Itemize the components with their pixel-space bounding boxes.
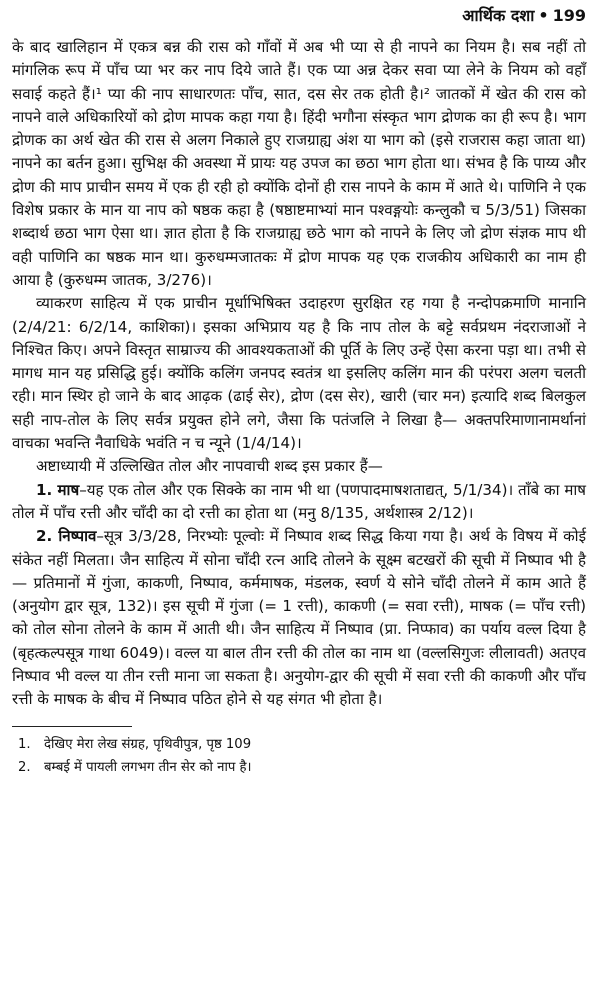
paragraph-text: अष्टाध्यायी में उल्लिखित तोल और नापवाची शब्द इस प्रकार हैं— [36,457,383,476]
paragraph-nishpav [12,525,586,711]
footnote [18,756,586,779]
paragraph-text: –यह एक तोल और एक सिक्के का नाम भी था (पणपादमाषशताद्यत्, 5/1/34)। ताँबे का माष तोल में पाँच रत्ती और चाँदी का दो रत्ती का होता था (मनु 8/135, अर्थशास्त्र 2/12)। [12,480,587,522]
paragraph-mash [12,479,586,526]
footnote-number: 2. [18,759,31,775]
footnote [18,733,586,756]
footnote-text: बम्बई में पायली लगभग तीन सेर को नाप है। [44,759,252,775]
paragraph-continuation [12,36,586,292]
term-heading: 2. निष्पाव [36,527,97,546]
header-separator: • [538,6,549,25]
footnotes [12,733,586,779]
page-body [12,36,586,712]
footnote-divider [12,726,132,727]
paragraph-text: के बाद खालिहान में एकत्र बन्न की रास को गाँवों में अब भी प्या से ही नापने का नियम है। सब नहीं तो मांगलिक रूप में पाँच प्या भर कर नाप दिये जाते हैं। एक प्या अन्न देकर सवा प्या लेने के नियम को वहाँ सवाई कहते हैं।¹ प्या की नाप साधारणतः पाँच, सात, दस सेर तक होती है।² जातकों में खेत की रास को नापने वाले अधिकारियों को द्रोण मापक कहा गया है। हिंदी भगौना संस्कृत भाग द्रोणक का ही रूप है। भाग द्रोणक का अर्थ खेत की रास से अलग निकाले हुए राजग्राह्य अंश या भाग को (इसे राजरास कहा जाता था) नापने का बर्तन हुआ। सुभिक्ष की अवस्था में प्रायः यह उपज का छठा भाग होता था। संभव है कि पाय्य और द्रोण की माप प्राचीन समय में एक ही रही हो क्योंकि दोनों ही रास नापने के काम में आते थे। पाणिनि ने एक विशेष प्रकार के मान या नाप को षष्ठक कहा है (षष्ठाष्टमाभ्यां मान पश्वङ्गयोः कन्लुकौ च 5/3/51) जिसका शब्दार्थ छठा भाग ऐसा था। ज्ञात होता है कि राजग्राह्य छठे भाग को नापने के लिए जो द्रोण संज्ञक माप थी वही पाणिनि का षष्ठक मान था। कुरुधम्मजातकः में द्रोण मापक यह एक राजकीय अधिकारी का नाम ही आया है (कुरुधम्म जातक, 3/276)। [12,38,586,289]
paragraph-ashtadhyayi-intro [12,455,586,478]
paragraph-text: –सूत्र 3/3/28, निरभ्योः पूल्वोः में निष्पाव शब्द सिद्ध किया गया है। अर्थ के विषय में कोई संकेत नहीं मिलता। जैन साहित्य में सोना चाँदी रत्न आदि तोलने के सूक्ष्म बटखरों की सूची में निष्पाव भी है— प्रतिमानों में गुंजा, काकणी, निष्पाव, कर्ममाषक, मंडलक, स्वर्ण ये सोने चाँदी तोलने में काम आते हैं (अनुयोग द्वार सूत्र, 132)। इस सूची में गुंजा (= 1 रत्ती), काकणी (= सवा रत्ती), माषक (= पाँच रत्ती) को तोल सोना तोलने के काम में आती थी। जैन साहित्य में निष्पाव (प्रा. निप्फाव) का पर्याय वल्ल दिया है (बृहत्कल्पसूत्र गाथा 6049)। वल्ल या बाल तीन रत्ती की तोल का नाम था (वल्लसिगुजः लीलावती) अतएव निष्पाव भी वल्ल या तीन रत्ती माना जा सकता है। अनुयोग-द्वार की सूची में सवा रत्ती की काकणी और पाँच रत्ती के माषक के बीच में निष्पाव पठित होने से यह संगत भी होता है। [12,527,586,709]
page-number: 199 [552,6,586,25]
footnote-text: देखिए मेरा लेख संग्रह, पृथिवीपुत्र, पृष्ठ 109 [44,736,252,752]
footnote-number: 1. [18,736,31,752]
running-header [12,0,586,32]
section-title: आर्थिक दशा [462,6,535,25]
term-heading: 1. माष [36,480,80,499]
paragraph-vyakaran [12,292,586,455]
paragraph-text: व्याकरण साहित्य में एक प्राचीन मूर्धाभिषिक्त उदाहरण सुरक्षित रह गया है नन्दोपक्रमाणि मानानि (2/4/21: 6/2/14, काशिका)। इसका अभिप्राय यह है कि नाप तोल के बट्टे सर्वप्रथम नंदराजाओं ने निश्चित किए। अपने विस्तृत साम्राज्य की आवश्यकताओं की पूर्ति के लिए उन्हें ऐसा करना पड़ा था। तभी से मागध मान यह प्रसिद्धि हुई। क्योंकि कलिंग जनपद स्वतंत्र था इसलिए कलिंग मान की परंपरा अलग चलती रही। मान स्थिर हो जाने के बाद आढ़क (ढाई सेर), द्रोण (दस सेर), खारी (चार मन) इत्यादि शब्द बिलकुल सही नाप-तोल के लिए सर्वत्र प्रयुक्त होने लगे, जैसा कि पतंजलि ने लिखा है— अक्तपरिमाणानामर्थानां वाचका भवन्ति नैवाधिके भवंति न च न्यूने (1/4/14)। [12,294,586,453]
